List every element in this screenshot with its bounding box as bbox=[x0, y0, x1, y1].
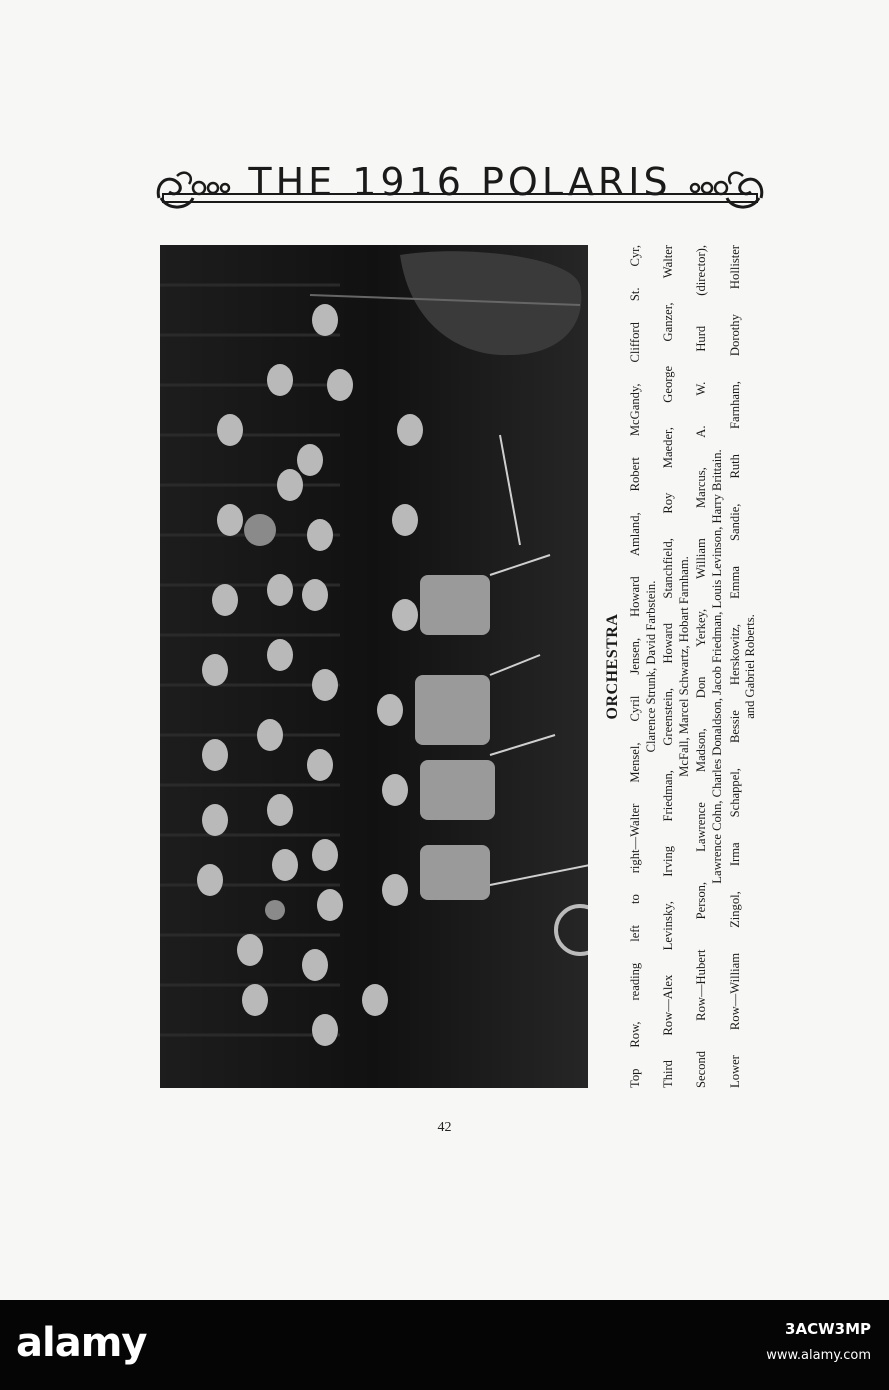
caption-row-top bbox=[628, 245, 659, 1088]
caption-row-text: Lower Row—William Zingol, Irma Schappel, Bessie Herskowitz, Emma Sandie, Ruth Farnham, Dorothy Hollister bbox=[727, 245, 742, 1088]
photo-caption bbox=[602, 245, 772, 1088]
page-title: THE 1916 POLARIS bbox=[248, 160, 672, 204]
orchestra-photo-image bbox=[160, 245, 588, 1088]
site-url: www.alamy.com bbox=[766, 1348, 871, 1363]
caption-title: ORCHESTRA bbox=[604, 613, 621, 720]
caption-row-third bbox=[661, 245, 692, 1088]
alamy-logo: alamy bbox=[16, 1320, 147, 1366]
caption-row-lower bbox=[728, 245, 759, 1088]
caption-row-continuation: McFall, Marcel Schwartz, Hobart Farnham. bbox=[676, 556, 691, 777]
watermark-footer bbox=[0, 1300, 889, 1390]
header-banner bbox=[155, 158, 765, 216]
caption-row-continuation: Lawrence Cohn, Charles Donaldson, Jacob Friedman, Louis Levinson, Harry Brittain. bbox=[709, 449, 724, 884]
caption-row-continuation: Clarence Strunk, David Farbstein. bbox=[643, 580, 658, 753]
caption-row-text: Second Row—Hubert Person, Lawrence Madson, Don Yerkey, William Marcus, A. W. Hurd (director), bbox=[694, 245, 709, 1088]
page-number: 42 bbox=[437, 1120, 452, 1135]
orchestra-photo bbox=[160, 245, 588, 1088]
caption-row-text: Third Row—Alex Levinsky, Irving Friedman, Greenstein, Howard Stanchfield, Roy Maeder, George Ganzer, Walter bbox=[661, 245, 676, 1088]
image-id: 3ACW3MP bbox=[785, 1320, 871, 1338]
caption-row-continuation: and Gabriel Roberts. bbox=[743, 614, 758, 719]
caption-row-second bbox=[694, 245, 725, 1088]
caption-row-text: Top Row, reading left to right—Walter Mensel, Cyril Jensen, Howard Amland, Robert McGandy, Clifford St. Cyr, bbox=[628, 245, 642, 1088]
